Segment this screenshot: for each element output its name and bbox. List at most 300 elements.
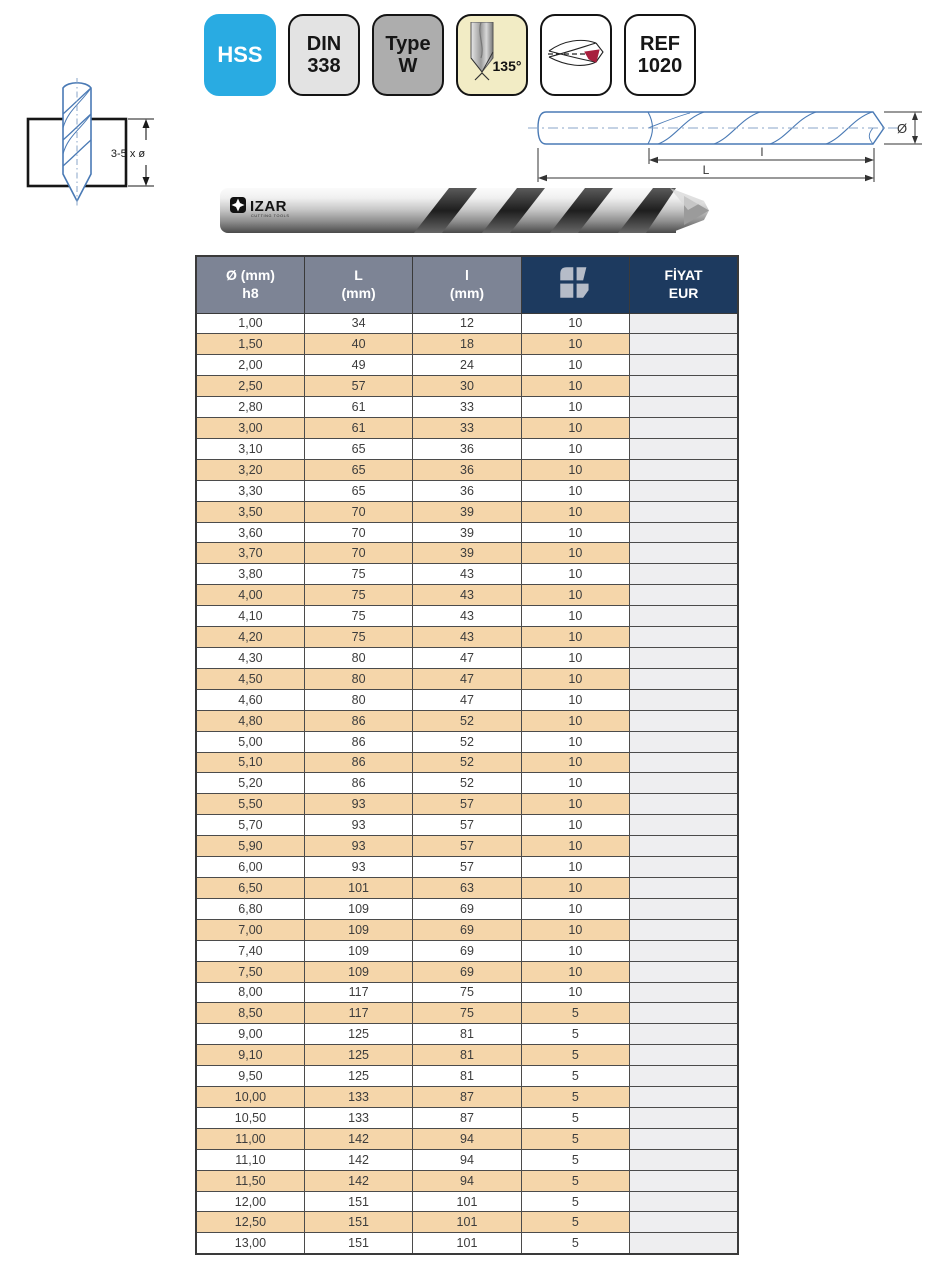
table-row [196,1149,738,1170]
table-row [196,585,738,606]
cell-L: 133 [304,1087,412,1108]
cell-price [630,731,738,752]
cell-d: 11,50 [196,1170,304,1191]
drill-bit-photo [220,188,709,233]
cell-pack: 10 [521,940,629,961]
cell-d: 11,00 [196,1128,304,1149]
cell-pack: 10 [521,564,629,585]
table-row [196,522,738,543]
cell-L: 151 [304,1212,412,1233]
cell-price [630,606,738,627]
cell-l: 87 [413,1087,521,1108]
cell-price [630,1087,738,1108]
table-row [196,773,738,794]
cell-L: 93 [304,857,412,878]
cell-L: 70 [304,543,412,564]
cell-pack: 5 [521,1191,629,1212]
cell-d: 8,50 [196,1003,304,1024]
cell-d: 7,50 [196,961,304,982]
cell-L: 133 [304,1107,412,1128]
cell-price [630,898,738,919]
cell-price [630,627,738,648]
cell-L: 109 [304,898,412,919]
cell-L: 86 [304,773,412,794]
cell-d: 5,20 [196,773,304,794]
cell-price [630,689,738,710]
split-point-icon [546,27,606,83]
cell-L: 86 [304,731,412,752]
table-row [196,836,738,857]
cell-price [630,1212,738,1233]
cell-l: 33 [413,397,521,418]
cell-l: 36 [413,480,521,501]
cell-d: 2,50 [196,376,304,397]
cell-l: 94 [413,1149,521,1170]
cell-d: 5,90 [196,836,304,857]
cell-l: 81 [413,1066,521,1087]
table-row [196,376,738,397]
package-icon [557,264,594,301]
din-338-badge [288,14,360,96]
type-w-badge [372,14,444,96]
cell-d: 6,00 [196,857,304,878]
cell-d: 3,50 [196,501,304,522]
cell-pack: 10 [521,877,629,898]
cell-l: 36 [413,438,521,459]
cell-L: 70 [304,522,412,543]
cell-L: 65 [304,459,412,480]
spec-table-container [195,255,739,1255]
table-row [196,627,738,648]
drill-dimension-diagram [528,92,936,197]
cell-pack: 5 [521,1128,629,1149]
cell-l: 69 [413,961,521,982]
cell-L: 34 [304,313,412,334]
cell-d: 4,60 [196,689,304,710]
cell-L: 57 [304,376,412,397]
cell-l: 43 [413,627,521,648]
cell-pack: 10 [521,710,629,731]
cell-L: 61 [304,397,412,418]
cell-price [630,1003,738,1024]
cell-d: 9,50 [196,1066,304,1087]
cell-pack: 10 [521,397,629,418]
table-row [196,752,738,773]
table-header [196,256,738,313]
table-row [196,961,738,982]
table-row [196,480,738,501]
cell-L: 101 [304,877,412,898]
ref-line1: REF [640,32,680,55]
cell-L: 142 [304,1170,412,1191]
table-row [196,668,738,689]
cell-d: 3,70 [196,543,304,564]
table-row [196,1107,738,1128]
cell-l: 101 [413,1191,521,1212]
cell-pack: 10 [521,376,629,397]
cell-d: 5,70 [196,815,304,836]
table-row [196,606,738,627]
cell-price [630,501,738,522]
header-price [630,256,738,313]
cell-pack: 10 [521,982,629,1003]
cell-price [630,480,738,501]
spec-table [195,255,739,1255]
cell-pack: 5 [521,1066,629,1087]
cell-l: 69 [413,898,521,919]
cell-d: 3,60 [196,522,304,543]
cell-pack: 10 [521,418,629,439]
cell-L: 75 [304,627,412,648]
cell-pack: 10 [521,438,629,459]
cell-d: 4,80 [196,710,304,731]
cell-d: 3,20 [196,459,304,480]
cell-price [630,564,738,585]
din-line2: 338 [307,55,341,77]
cell-L: 142 [304,1149,412,1170]
table-row [196,1003,738,1024]
point-angle-badge [456,14,528,96]
cell-l: 39 [413,501,521,522]
cell-d: 10,00 [196,1087,304,1108]
cell-d: 4,30 [196,648,304,669]
cell-L: 142 [304,1128,412,1149]
drill-depth-diagram [16,74,176,214]
cell-price [630,585,738,606]
header-diameter-line2: h8 [242,284,259,301]
cell-price [630,919,738,940]
cell-pack: 10 [521,752,629,773]
cell-L: 75 [304,606,412,627]
cell-l: 39 [413,543,521,564]
cell-pack: 10 [521,731,629,752]
cell-pack: 10 [521,668,629,689]
cell-pack: 5 [521,1045,629,1066]
header-diameter [196,256,304,313]
cell-L: 151 [304,1233,412,1254]
cell-pack: 10 [521,313,629,334]
cell-pack: 10 [521,585,629,606]
cell-L: 80 [304,668,412,689]
cell-pack: 10 [521,459,629,480]
drill-bit-side-view [528,112,898,144]
table-row [196,794,738,815]
cell-price [630,438,738,459]
cell-price [630,857,738,878]
cell-price [630,459,738,480]
cell-d: 3,80 [196,564,304,585]
cell-price [630,1170,738,1191]
cell-l: 57 [413,815,521,836]
cell-l: 36 [413,459,521,480]
header-diameter-line1: Ø (mm) [225,267,275,284]
type-line1: Type [385,32,431,55]
diameter-label: Ø [896,121,908,136]
header-total-length-line1: L [354,267,363,284]
cell-price [630,1107,738,1128]
header-flute-length-line1: l [465,267,469,284]
header-price-line1: FİYAT [664,267,703,284]
cell-pack: 10 [521,501,629,522]
table-row [196,397,738,418]
cell-d: 5,10 [196,752,304,773]
brand-subtitle: CUTTING TOOLS [251,214,290,218]
cell-pack: 10 [521,794,629,815]
cell-price [630,710,738,731]
cell-l: 52 [413,710,521,731]
cell-l: 52 [413,752,521,773]
cell-L: 65 [304,480,412,501]
cell-l: 57 [413,836,521,857]
cell-l: 30 [413,376,521,397]
hss-label: HSS [217,41,263,67]
cell-price [630,1024,738,1045]
cell-L: 125 [304,1024,412,1045]
depth-dimension-label: 3-5 x ø [110,148,146,160]
cell-l: 69 [413,919,521,940]
table-row [196,857,738,878]
cell-d: 10,50 [196,1107,304,1128]
cell-L: 80 [304,689,412,710]
cell-price [630,1045,738,1066]
cell-L: 125 [304,1066,412,1087]
cell-price [630,940,738,961]
cell-l: 12 [413,313,521,334]
cell-L: 109 [304,919,412,940]
cell-pack: 10 [521,543,629,564]
cell-pack: 5 [521,1087,629,1108]
cell-L: 109 [304,961,412,982]
cell-L: 125 [304,1045,412,1066]
cell-L: 40 [304,334,412,355]
cell-d: 7,00 [196,919,304,940]
cell-price [630,1066,738,1087]
table-row [196,1233,738,1254]
cell-l: 43 [413,564,521,585]
cell-l: 87 [413,1107,521,1128]
cell-L: 93 [304,815,412,836]
cell-price [630,313,738,334]
cell-L: 151 [304,1191,412,1212]
cell-d: 6,50 [196,877,304,898]
table-row [196,1191,738,1212]
table-row [196,940,738,961]
table-row [196,731,738,752]
cell-L: 75 [304,585,412,606]
cell-pack: 5 [521,1170,629,1191]
cell-d: 13,00 [196,1233,304,1254]
table-row [196,1066,738,1087]
cell-price [630,522,738,543]
cell-l: 101 [413,1233,521,1254]
header-flute-length [413,256,521,313]
table-row [196,1087,738,1108]
cell-price [630,1128,738,1149]
hss-badge [204,14,276,96]
cell-price [630,355,738,376]
cell-d: 2,00 [196,355,304,376]
cell-price [630,982,738,1003]
cell-L: 86 [304,710,412,731]
cell-l: 47 [413,668,521,689]
cell-price [630,773,738,794]
cell-d: 6,80 [196,898,304,919]
cell-d: 9,10 [196,1045,304,1066]
cell-d: 9,00 [196,1024,304,1045]
cell-price [630,648,738,669]
cell-pack: 10 [521,773,629,794]
cell-l: 57 [413,857,521,878]
table-row [196,564,738,585]
cell-d: 5,00 [196,731,304,752]
cell-price [630,1149,738,1170]
cell-l: 69 [413,940,521,961]
cell-d: 1,00 [196,313,304,334]
cell-L: 86 [304,752,412,773]
cell-L: 93 [304,794,412,815]
cell-pack: 10 [521,522,629,543]
cell-L: 117 [304,982,412,1003]
cell-pack: 10 [521,480,629,501]
cell-L: 70 [304,501,412,522]
cell-d: 5,50 [196,794,304,815]
cell-d: 4,20 [196,627,304,648]
cell-d: 2,80 [196,397,304,418]
cell-pack: 10 [521,689,629,710]
table-row [196,438,738,459]
ref-line2: 1020 [637,55,683,77]
total-length-label: L [702,163,710,177]
cell-price [630,418,738,439]
cell-price [630,961,738,982]
cell-pack: 5 [521,1233,629,1254]
cell-d: 11,10 [196,1149,304,1170]
cell-pack: 10 [521,836,629,857]
cell-d: 3,30 [196,480,304,501]
cell-l: 39 [413,522,521,543]
table-row [196,689,738,710]
cell-d: 7,40 [196,940,304,961]
cell-pack: 5 [521,1024,629,1045]
cell-l: 57 [413,794,521,815]
cell-price [630,334,738,355]
cell-pack: 10 [521,334,629,355]
table-row [196,501,738,522]
header-total-length [304,256,412,313]
cell-l: 81 [413,1045,521,1066]
table-row [196,815,738,836]
cell-l: 101 [413,1212,521,1233]
table-row [196,1170,738,1191]
cell-l: 81 [413,1024,521,1045]
cell-pack: 10 [521,961,629,982]
cell-d: 1,50 [196,334,304,355]
header-pack-quantity [521,256,629,313]
table-row [196,1212,738,1233]
point-angle-label: 135° [492,58,522,74]
split-point-badge [540,14,612,96]
cell-pack: 10 [521,857,629,878]
cell-l: 33 [413,418,521,439]
cell-l: 24 [413,355,521,376]
cell-L: 49 [304,355,412,376]
table-row [196,313,738,334]
cell-l: 52 [413,773,521,794]
cell-pack: 5 [521,1003,629,1024]
cell-d: 4,00 [196,585,304,606]
table-row [196,898,738,919]
table-row [196,710,738,731]
cell-d: 12,50 [196,1212,304,1233]
cell-L: 117 [304,1003,412,1024]
cell-d: 3,00 [196,418,304,439]
cell-l: 18 [413,334,521,355]
cell-price [630,668,738,689]
cell-l: 75 [413,1003,521,1024]
table-row [196,877,738,898]
cell-price [630,1191,738,1212]
table-row [196,1128,738,1149]
spec-badges [204,14,696,96]
cell-price [630,752,738,773]
cell-price [630,397,738,418]
cell-pack: 10 [521,815,629,836]
cell-pack: 10 [521,355,629,376]
drill-point-135-icon [461,22,523,88]
table-row [196,418,738,439]
cell-d: 4,10 [196,606,304,627]
table-row [196,459,738,480]
table-row [196,543,738,564]
cell-price [630,376,738,397]
cell-pack: 10 [521,898,629,919]
type-line2: W [398,55,418,77]
cell-pack: 5 [521,1149,629,1170]
cell-l: 75 [413,982,521,1003]
cell-d: 8,00 [196,982,304,1003]
cell-pack: 10 [521,627,629,648]
cell-price [630,877,738,898]
table-row [196,1045,738,1066]
cell-l: 94 [413,1128,521,1149]
header-flute-length-line2: (mm) [449,284,485,301]
cell-price [630,794,738,815]
cell-price [630,1233,738,1254]
table-row [196,1024,738,1045]
header-price-line2: EUR [668,284,699,301]
cell-d: 3,10 [196,438,304,459]
cell-l: 47 [413,648,521,669]
cell-pack: 10 [521,919,629,940]
ref-badge [624,14,696,96]
cell-l: 52 [413,731,521,752]
cell-L: 75 [304,564,412,585]
cell-L: 80 [304,648,412,669]
cell-L: 109 [304,940,412,961]
cell-l: 43 [413,585,521,606]
cell-pack: 10 [521,648,629,669]
cell-d: 12,00 [196,1191,304,1212]
cell-pack: 5 [521,1107,629,1128]
table-row [196,355,738,376]
brand-name: IZAR [250,198,287,215]
din-line1: DIN [306,32,342,55]
table-row [196,982,738,1003]
cell-L: 93 [304,836,412,857]
cell-l: 43 [413,606,521,627]
flute-length-label: l [760,145,764,159]
cell-l: 47 [413,689,521,710]
